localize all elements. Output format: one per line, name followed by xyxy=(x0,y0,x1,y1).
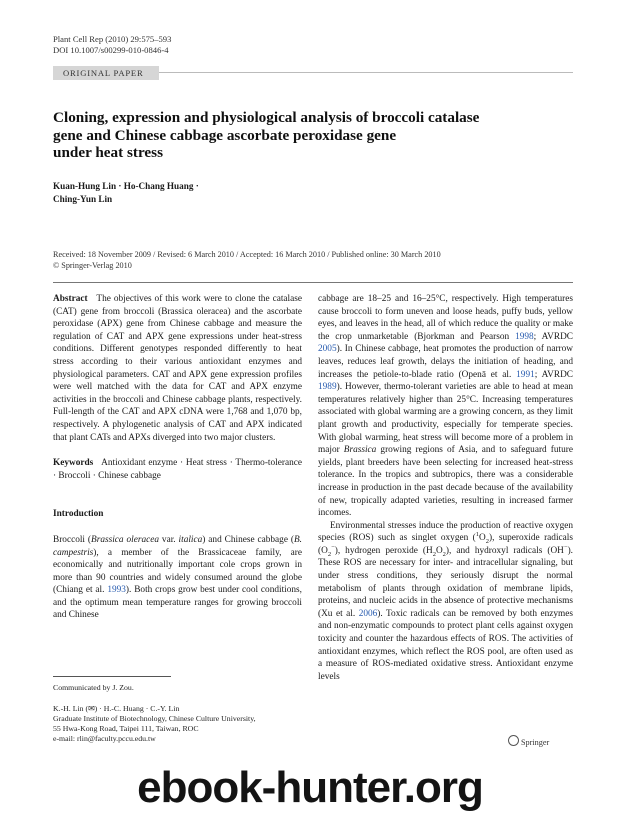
text-run: ). Toxic radicals can be removed by both enzymes and non-enzymatic compounds to protect plant cells against oxygen toxicity and counter the hazardous effects of ROS. The activities of antioxidant enzymes, which reflect the ROS pool, are often used as a measure of ROS-mediated oxidative stress. Antioxidant enzyme levels xyxy=(318,608,573,682)
keywords-label: Keywords xyxy=(53,458,94,469)
text-run: ; AVRDC xyxy=(534,369,573,380)
text-run: ), and hydroxyl radicals (OH xyxy=(445,545,564,556)
journal-citation: Plant Cell Rep (2010) 29:575–593 xyxy=(53,34,172,44)
history-dates: Received: 18 November 2009 / Revised: 6 March 2010 / Accepted: 16 March 2010 / Published online: 30 March 2010 xyxy=(53,250,441,259)
body-paragraph xyxy=(318,293,573,520)
footnote-rule xyxy=(53,676,171,677)
article-title xyxy=(53,109,553,162)
header-rule xyxy=(53,282,573,283)
title-line: under heat stress xyxy=(53,144,163,161)
author-list xyxy=(53,180,353,205)
citation-link[interactable]: 2005 xyxy=(318,344,337,355)
email-text: e-mail: rlin@faculty.pccu.edu.tw xyxy=(53,734,156,743)
copyright: © Springer-Verlag 2010 xyxy=(53,261,132,270)
intro-paragraph xyxy=(53,534,302,622)
superscript: 1 xyxy=(475,531,480,539)
text-run: Brassica oleracea xyxy=(91,534,160,545)
keywords xyxy=(53,457,302,482)
text-run: ), a member of the Brassicaceae family, are economically and nutritionally important cole crops grown in more than 90 countries and widely consumed around the globe (Chiang et al. xyxy=(53,547,302,596)
body-paragraph xyxy=(318,520,573,684)
citation-link[interactable]: 1991 xyxy=(516,369,535,380)
abstract-label: Abstract xyxy=(53,294,88,304)
communicated-by: Communicated by J. Zou. xyxy=(53,683,134,692)
text-run: italica xyxy=(178,534,203,545)
superscript: − xyxy=(331,543,335,551)
text-run: ). Both crops grow best under cool conditions, and the optimum mean temperature ranges for growing broccoli and Chinese xyxy=(53,585,302,621)
watermark: ebook-hunter.org xyxy=(137,763,483,812)
text-run: Environmental stresses induce the production of reactive oxygen species (ROS) such as singlet oxygen ( xyxy=(318,520,573,544)
authors-line: Kuan-Hung Lin · Ho-Chang Huang · xyxy=(53,181,199,191)
subscript: 2 xyxy=(485,538,489,546)
publisher-logo xyxy=(508,735,549,747)
journal-header xyxy=(53,34,171,56)
text-run: ). However, thermo-tolerant varieties are able to head at mean temperatures relatively higher than 25°C. Increasing temperatures associated with global warming are a growing concern, as they limit plant growth and productivity, especially for temperate species. With global warming, heat stress will become more of a problem in major xyxy=(318,382,573,456)
authors-line: Ching-Yun Lin xyxy=(53,193,113,204)
citation-link[interactable]: 1998 xyxy=(515,331,534,342)
text-run: ), hydrogen peroxide (H xyxy=(334,545,433,556)
citation-link[interactable]: 1989 xyxy=(318,382,337,393)
address: 55 Hwa-Kong Road, Taipei 111, Taiwan, ROC xyxy=(53,724,199,733)
text-run: ). These ROS are necessary for inter- and intracellular signaling, but under stress conditions, they seriously disrupt the normal metabolism of plants through oxidation of membrane lipids, proteins, and nucleic acids in the absence of protective mechanisms (Xu et al. xyxy=(318,545,573,619)
keywords-text: Antioxidant enzyme · Heat stress · Thermo-tolerance · Broccoli · Chinese cabbage xyxy=(53,458,302,481)
citation-link[interactable]: 2006 xyxy=(358,608,378,619)
author-email[interactable] xyxy=(53,734,156,744)
text-run: O xyxy=(479,533,486,544)
springer-horse-icon xyxy=(508,735,519,746)
text-run: B. campestris xyxy=(53,534,302,558)
section-label: ORIGINAL PAPER xyxy=(53,66,159,80)
title-line: gene and Chinese cabbage ascorbate peroxidase gene xyxy=(53,126,397,144)
footnote-authors: K.-H. Lin (✉) · H.-C. Huang · C.-Y. Lin xyxy=(53,704,180,713)
text-run: growing regions of Asia, and to safeguard future yields, plant breeders have been selecting for increased heat-stress tolerance. In the tropics and subtropics, there was a considerable increase in production in the past decade because of the availability of new, tropically adapted varieties, resulting in increased farmer incomes. xyxy=(318,445,573,519)
text-run: ), superoxide radicals (O xyxy=(318,533,573,556)
subscript: 2 xyxy=(432,550,436,558)
right-column xyxy=(318,293,573,683)
section-divider xyxy=(159,72,573,73)
superscript: − xyxy=(563,543,568,551)
abstract-text: The objectives of this work were to clone the catalase (CAT) gene from broccoli (Brassica oleracea) and the ascorbate peroxidase (APX) gene from Chinese cabbage and measure the regulation of CAT and APX gene expressions under heat-stress conditions. Different genotypes responded differently to heat stress according to their various antioxidant enzymes and physiological parameters. CAT and APX gene expression profiles were well matched with the data for CAT and APX enzyme activities in the broccoli and Chinese cabbage plants, respectively. Full-length of the CAT and APX cDNA were 1,768 and 1,070 bp, respectively. A phylogenetic analysis of CAT and APX indicated that plant CATs and APXs diverged into two major clusters. xyxy=(53,294,302,443)
doi: DOI 10.1007/s00299-010-0846-4 xyxy=(53,45,169,55)
abstract xyxy=(53,293,302,444)
intro-heading: Introduction xyxy=(53,509,104,520)
publisher-name: Springer xyxy=(521,738,550,747)
title-line: Cloning, expression and physiological analysis of broccoli catalase xyxy=(53,109,480,126)
text-run: Brassica xyxy=(343,445,377,456)
text-run: ; AVRDC xyxy=(533,331,573,342)
citation-link[interactable]: 1993 xyxy=(107,585,126,596)
left-column xyxy=(53,293,302,622)
subscript: 2 xyxy=(442,550,446,558)
text-run: ) and Chinese cabbage ( xyxy=(202,534,294,545)
publication-dates xyxy=(53,249,573,271)
text-run: var. xyxy=(159,534,179,545)
text-run: cabbage are 18–25 and 16–25°C, respectively. High temperatures cause broccoli to form uneven and loose heads, puffy buds, yellow eyes, and leaves in the head, all of which reduce the quality or make the crop unmarketable (Bjorkman and Pearson xyxy=(318,294,573,342)
text-run: O xyxy=(435,545,443,556)
text-run: ). In Chinese cabbage, heat promotes the production of narrow leaves, reduces leaf growth, delays the initiation of heading, and increases the petiole-to-blade ratio (Openā et al. xyxy=(318,344,573,380)
text-run: Broccoli ( xyxy=(53,534,92,545)
subscript: 2 xyxy=(327,550,332,558)
affiliation: Graduate Institute of Biotechnology, Chinese Culture University, xyxy=(53,714,256,723)
